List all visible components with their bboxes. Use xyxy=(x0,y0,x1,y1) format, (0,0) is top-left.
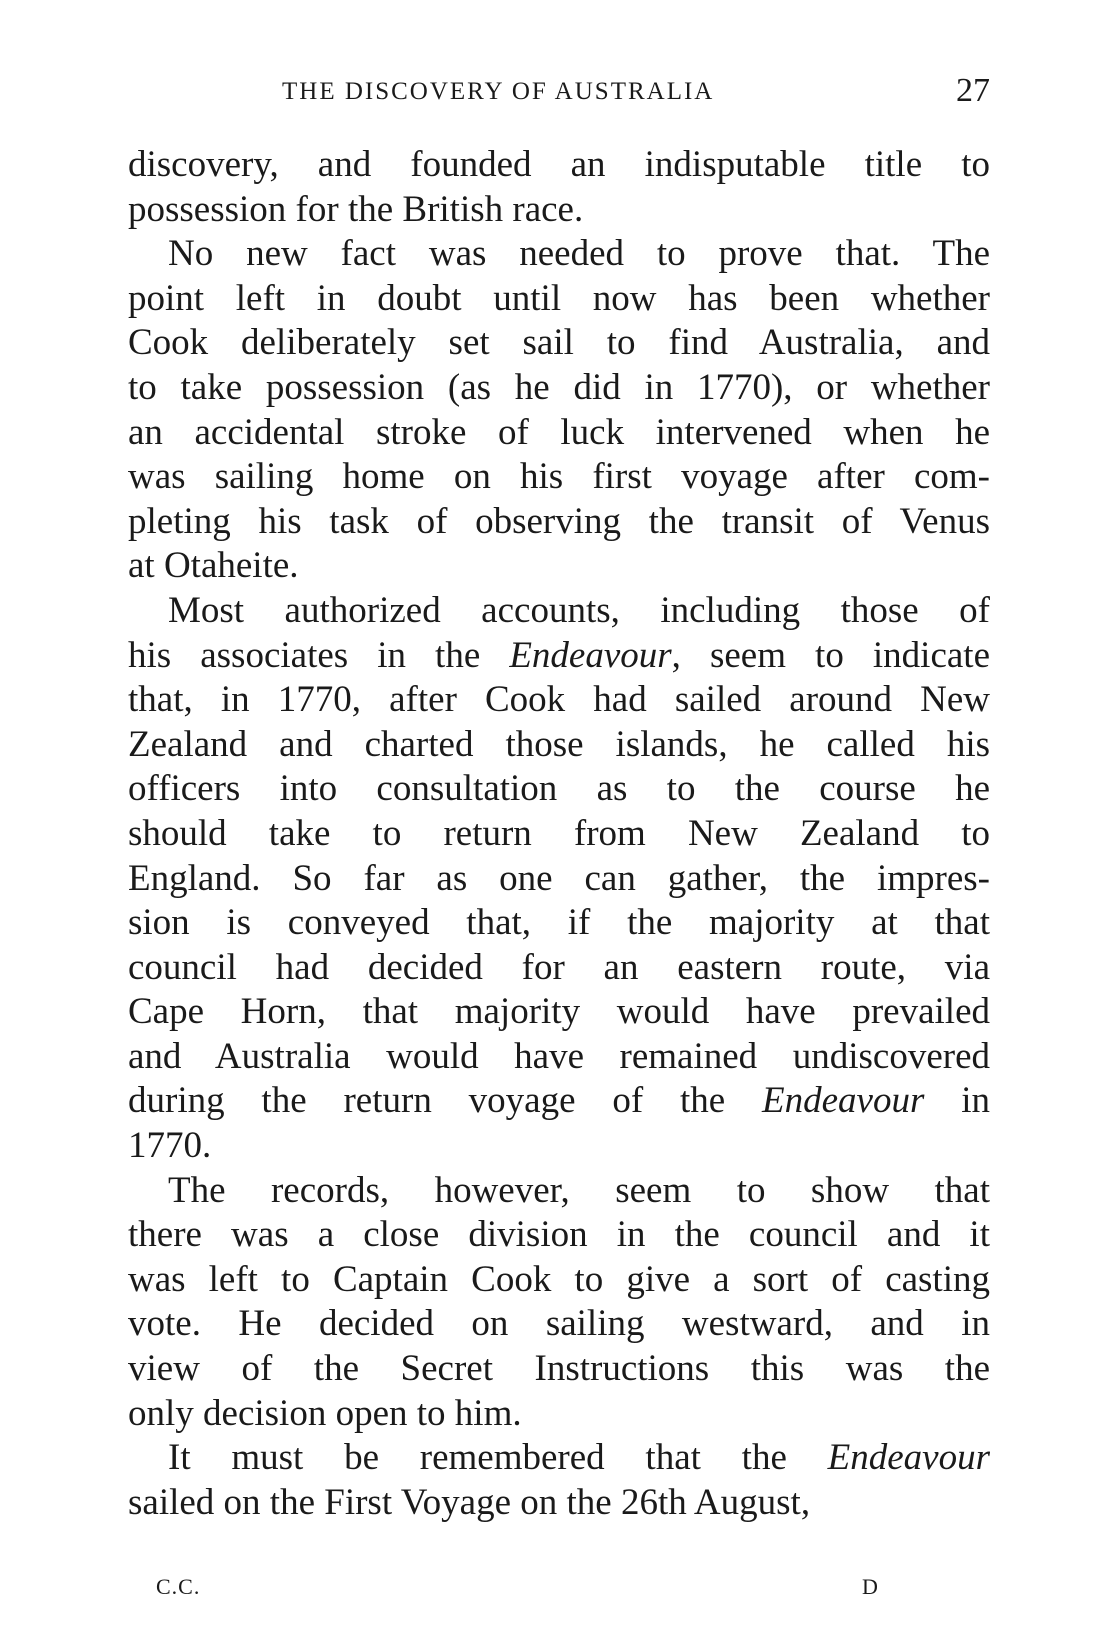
text-line: It must be remembered that the Endeavour xyxy=(168,1437,990,1479)
paragraph xyxy=(128,143,990,232)
text-line: sailed on the First Voyage on the 26th August, xyxy=(128,1481,811,1523)
text-line: Cook deliberately set sail to find Australia, and xyxy=(128,322,990,364)
text-line: was left to Captain Cook to give a sort of casting xyxy=(128,1258,990,1300)
body-text xyxy=(128,143,990,1525)
page-footer xyxy=(128,1574,990,1604)
text-line: Cape Horn, that majority would have prevailed xyxy=(128,991,990,1033)
text-line: vote. He decided on sailing westward, and in xyxy=(128,1303,990,1345)
text-line: possession for the British race. xyxy=(128,188,584,230)
text-line: that, in 1770, after Cook had sailed around New xyxy=(128,679,990,721)
text-line: discovery, and founded an indisputable title to xyxy=(128,144,990,185)
paragraph xyxy=(128,1169,990,1437)
text-line: to take possession (as he did in 1770), or whether xyxy=(128,366,990,408)
text-line: England. So far as one can gather, the impres- xyxy=(128,857,990,899)
paragraph xyxy=(128,232,990,589)
text-line: only decision open to him. xyxy=(128,1392,522,1434)
text-line: officers into consultation as to the course he xyxy=(128,768,990,810)
page-number: 27 xyxy=(956,72,990,109)
text-line: The records, however, seem to show that xyxy=(168,1169,990,1211)
text-line: his associates in the Endeavour, seem to indicate xyxy=(128,634,990,676)
text-line: Zealand and charted those islands, he called his xyxy=(128,723,990,765)
text-line: there was a close division in the council and it xyxy=(128,1214,990,1256)
running-title: THE DISCOVERY OF AUSTRALIA xyxy=(282,78,715,105)
paragraph xyxy=(128,1436,990,1525)
paragraph xyxy=(128,589,990,1169)
text-line: council had decided for an eastern route, via xyxy=(128,946,990,988)
text-line: an accidental stroke of luck intervened when he xyxy=(128,411,990,453)
text-line: pleting his task of observing the transit of Venus xyxy=(128,500,990,542)
signature-mark-right: D xyxy=(862,1574,878,1599)
text-line: and Australia would have remained undiscovered xyxy=(128,1035,990,1077)
text-line: sion is conveyed that, if the majority at that xyxy=(128,902,990,944)
signature-mark-left: C.C. xyxy=(156,1574,201,1599)
text-line: should take to return from New Zealand to xyxy=(128,812,990,854)
text-line: was sailing home on his first voyage after com- xyxy=(128,456,990,498)
text-line: view of the Secret Instructions this was the xyxy=(128,1348,990,1390)
running-head xyxy=(128,72,990,118)
text-line: No new fact was needed to prove that. The xyxy=(168,233,990,275)
text-line: during the return voyage of the Endeavour in xyxy=(128,1080,990,1122)
text-line: point left in doubt until now has been whether xyxy=(128,277,990,319)
text-line: 1770. xyxy=(128,1125,212,1167)
text-line: at Otaheite. xyxy=(128,545,299,587)
text-line: Most authorized accounts, including those of xyxy=(168,589,990,631)
